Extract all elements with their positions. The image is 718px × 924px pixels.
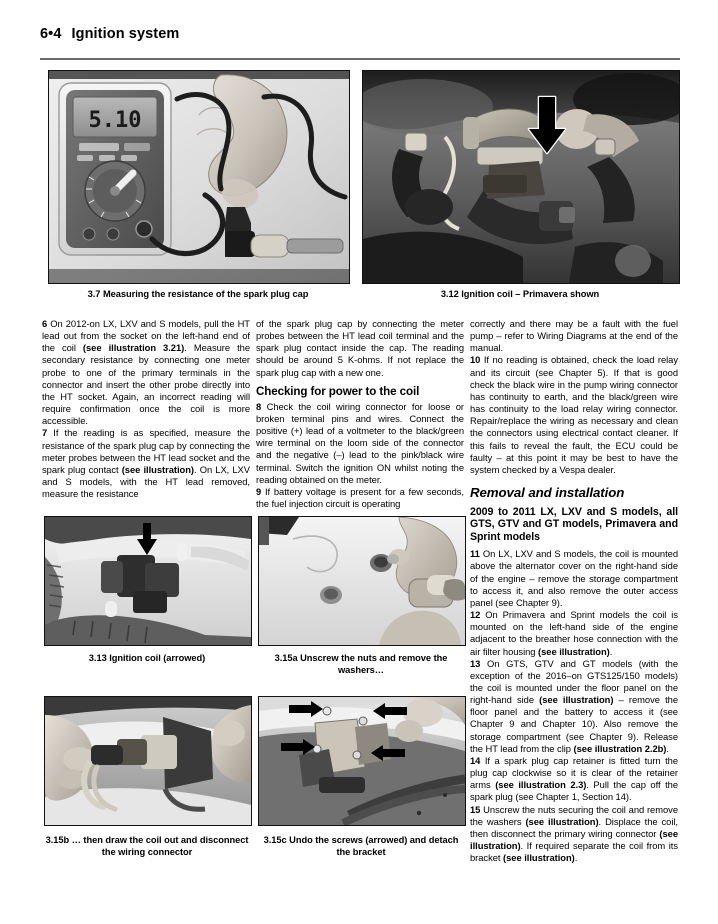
models-heading: 2009 to 2011 LX, LXV and S models, all GTS, GTV and GT models, Primavera and Sprint models (470, 506, 678, 543)
text-column-right (470, 318, 678, 864)
paragraph-7: 7 If the reading is as specified, measure the resistance of the spark plug cap by connecting the meter probes between the HT lead socket and the spark plug contact (see illustration). On LX, LXV and S models, with the HT lead removed, measure the resistance (42, 427, 250, 500)
text-column-left (42, 318, 250, 500)
page-number: 6•4 (40, 26, 62, 42)
photo-texture (259, 697, 465, 825)
figure-3-13-caption: 3.13 Ignition coil (arrowed) (88, 653, 206, 663)
figure-3-15c-photo (258, 696, 466, 826)
page-title: Ignition system (71, 26, 180, 42)
figure-3-15a-caption: 3.15a Unscrew the nuts and remove the washers… (274, 653, 448, 676)
paragraph-10: 10 If no reading is obtained, check the load relay and its circuit (see Chapter 5). If that is good check the black wire in the pump wiring connector has continuity to earth, and the black/green wire has continuity to the load relay wiring connector. Repair/replace the wiring as necessary and clean the connectors using electrical contact cleaner. If this fails to reveal the fault, the ECU could be faulty – at this point it may be best to have the system checked by a Vespa dealer. (470, 354, 678, 475)
engine-bay-illustration (363, 71, 679, 283)
photo-texture (45, 517, 251, 645)
page-header (40, 26, 680, 48)
photo-texture (49, 71, 349, 283)
figure-3-15b-photo (44, 696, 252, 826)
undo-screws-bracket-illustration (259, 697, 465, 825)
photo-texture (259, 517, 465, 645)
paragraph-14: 14 If a spark plug cap retainer is fitted turn the plug cap clockwise so it is clear of the retainer arms (see illustration 2.3). Pull the cap off the spark plug (see Chapter 1, Section 14). (470, 754, 678, 803)
figure-3-15b-caption: 3.15b … then draw the coil out and disconnect the wiring connector (45, 835, 249, 858)
figure-3-15c-caption: 3.15c Undo the screws (arrowed) and detach the bracket (263, 835, 459, 858)
paragraph-continued-right: correctly and there may be a fault with the fuel pump – refer to Wiring Diagrams at the end of the manual. (470, 318, 678, 354)
draw-coil-out-illustration (45, 697, 251, 825)
unscrew-nuts-illustration (259, 517, 465, 645)
paragraph-12: 12 On Primavera and Sprint models the coil is mounted on the left-hand side of the engine adjacent to the breather hose connection with the air filter housing (see illustration). (470, 609, 678, 657)
coil-under-floor-illustration (45, 517, 251, 645)
section-heading-removal-installation: Removal and installation (470, 485, 625, 501)
figure-3-13-photo (44, 516, 252, 646)
figure-3-12-caption: 3.12 Ignition coil – Primavera shown (440, 289, 600, 299)
photo-texture (363, 71, 679, 283)
paragraph-9: 9 If battery voltage is present for a few seconds, the fuel injection circuit is operating (256, 485, 464, 510)
figure-3-7-caption: 3.7 Measuring the resistance of the spark plug cap (87, 289, 309, 299)
paragraph-15: 15 Unscrew the nuts securing the coil and remove the washers (see illustration). Displace the coil, then disconnect the primary wiring connector (see illustration). If required separate the coil from its bracket (see illustration). (470, 803, 678, 864)
meter-reading-text: 5.10 (88, 108, 142, 133)
figure-3-7-photo (48, 70, 350, 284)
multimeter-illustration (49, 71, 349, 283)
paragraph-13: 13 On GTS, GTV and GT models (with the exception of the 2016–on GTS125/150 models) the coil is mounted under the floor panel on the right-hand side (see illustration) – remove the floor panel and the battery to access it (see Chapter 9 and Chapter 10). Also remove the storage compartment (see Chapter 9). Release the HT lead from the clip (see illustration 2.2b). (470, 657, 678, 754)
paragraph-6: 6 On 2012-on LX, LXV and S models, pull the HT lead out from the socket on the left-hand end of the coil (see illustration 3.21). Measure the secondary resistance by connecting one meter probe to one of the primary terminals in the connector and insert the other probe directly into the HT socket. Again, an incorrect reading will require confirmation once the coil is more accessible. (42, 318, 250, 427)
figure-3-12-photo (362, 70, 680, 284)
photo-texture (45, 697, 251, 825)
paragraph-11: 11 On LX, LXV and S models, the coil is mounted above the alternator cover on the right-hand side of the engine – remove the storage compartment to access it, and also remove the outer access panel (see Chapter 9). (470, 548, 678, 608)
subheading-checking-power: Checking for power to the coil (256, 384, 420, 398)
paragraph-continued: of the spark plug cap by connecting the meter probes between the HT lead coil terminal and the spark plug contact inside the cap. The reading should be around 5 K-ohms. If not replace the spark plug cap with a new one. (256, 318, 464, 378)
paragraph-8: 8 Check the coil wiring connector for loose or broken terminal pins and wires. Connect the positive (+) lead of a voltmeter to the black/green wire terminal on the loom side of the connector and the negative (–) lead to the pink/black wire terminal. Switch the ignition ON whilst noting the reading obtained on the meter. (256, 400, 464, 485)
header-divider (40, 58, 680, 60)
figure-3-15a-photo (258, 516, 466, 646)
text-column-middle (256, 318, 464, 510)
